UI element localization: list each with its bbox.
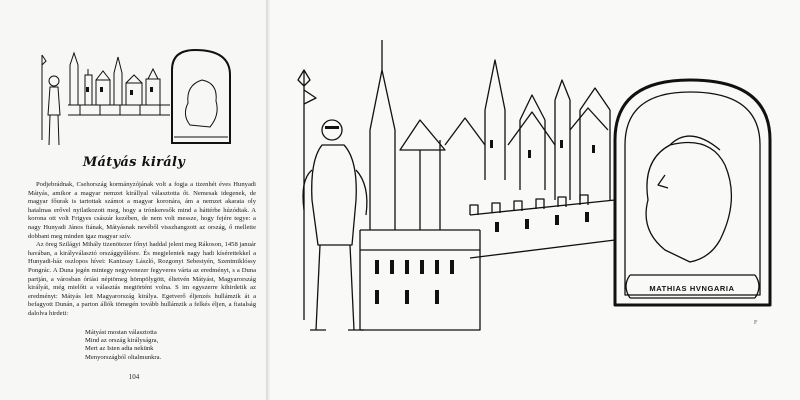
poem-line: Mert az Isten adta nekünk <box>85 345 154 353</box>
body-text <box>28 181 256 319</box>
poem <box>85 329 161 362</box>
left-page <box>0 0 268 400</box>
poem-line: Mátyást mostan választotta <box>85 329 157 336</box>
paragraph: Podjebrádnak, Csehország kormányzójának volt a fogja a tizenhét éves Hunyadi Mátyás, amikor a magyar nemzet királlyal választotta őt. Nemesak idegenek, de magyar főurak is tartottak számot a magyar koronára, ám a nemzet akarata oly hatalmas erővel nyilatkozott meg, hogy a trónkeresők mind a háttérbe húzódtak. A korona ott volt Frigyes császár kezében, de nem volt messze, hogy fejére tegye: a nagy Hunyadi János fiának, Mátyásnak nevéből visszhangzott az ország, ő mellette dobbant meg minden igaz magyar szív. <box>28 181 256 240</box>
chapter-title: Mátyás király <box>82 155 186 170</box>
page-mark: F <box>754 320 758 326</box>
paragraph: Az öreg Szilágyi Mihály tizenötezer főnyi haddal jelent meg Rákoson, 1458 január havában, a királyválasztó országgyűlésre. És megjelentek nagy hadi kísérettekkel a Hunyadi-ház oszlopos hívei: Kanizsay László, Rozgonyi Sebestyén, Szentmiklóssy Pongrác. A Duna jegén mintegy negyvenezer fegyveres várta az eredményt, s a Duna partján, a városban óriási néptömeg hömpölygött, éltetvén Mátyást, Magyarország királyát, még mielőtt a választás megtörtént volna. S im egyszerre kihirdetik az eredményt: Mátyás lett Magyarország királya. Egetverő éljenzés hullámzik át a befagyott Dunán, a parton állók tömegén tovább hullámzik a felkés éljen, a fiatalság dalolva hirdeti: <box>28 241 256 317</box>
medallion-inscription: MATHIAS HVNGARIA <box>649 284 735 293</box>
page-number: 104 <box>128 373 140 381</box>
poem-line: Menyországból oltalmunkra. <box>85 353 162 361</box>
poem-line: Mind az ország királyságra, <box>85 337 159 345</box>
right-page <box>270 0 800 400</box>
castle-knight-medallion-illustration <box>270 0 800 400</box>
small-illustration <box>30 35 240 155</box>
